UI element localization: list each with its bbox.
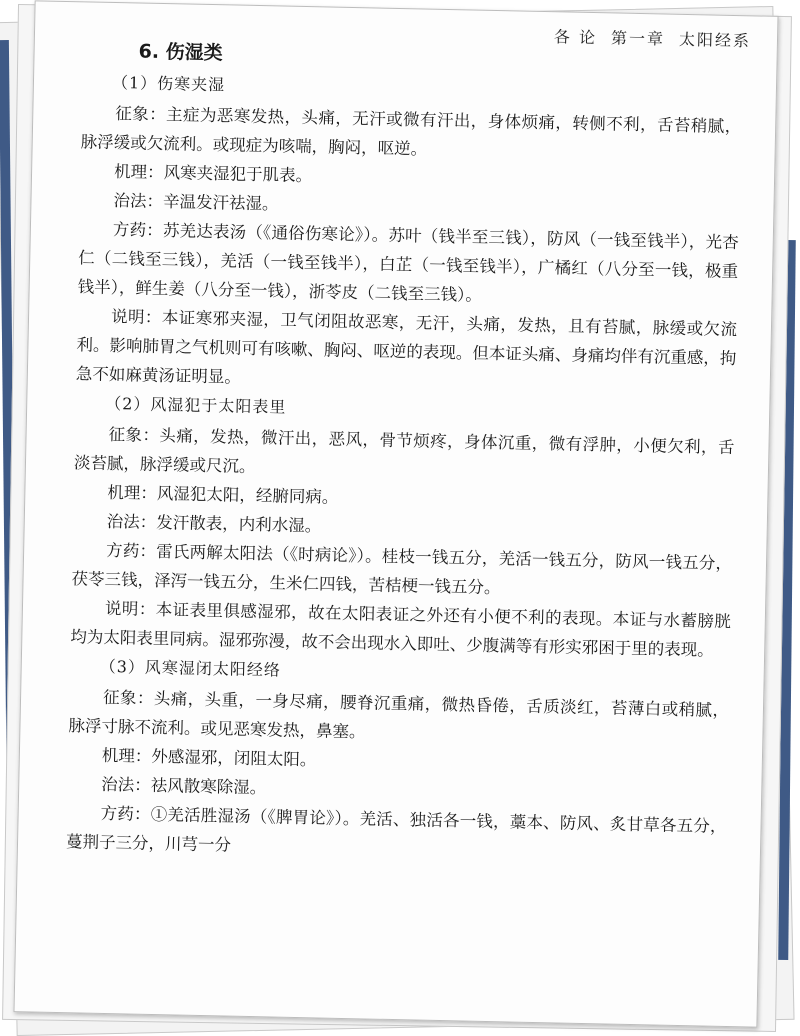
- page-content: [66, 36, 743, 870]
- header-part: 各 论: [553, 27, 598, 48]
- paragraph-signs: 征象：头痛，头重，一身尽痛，腰脊沉重痛，微热昏倦，舌质淡红，苔薄白或稍腻，脉浮寸脉不流利。或见恶寒发热，鼻塞。: [68, 687, 730, 742]
- subsection-heading: （3）风寒湿闭太阳经络: [99, 656, 282, 680]
- header-title: 太阳经系: [678, 29, 752, 51]
- subsection-heading: （2）风湿犯于太阳表里: [105, 393, 287, 417]
- paragraph-prescription: 方药：苏羌达表汤（《通俗伤寒论》）。苏叶（钱半至三钱），防风（一钱至钱半），光杏仁（二钱至三钱），羌活（一钱至钱半），白芷（一钱至钱半），广橘红（八分至一钱，极重钱半），鲜生姜（八分至一钱），浙苓皮（二钱至三钱）。: [77, 220, 739, 305]
- subsection-heading: （1）伤寒夹湿: [111, 72, 226, 95]
- paragraph-treatment: 治法：祛风散寒除湿。: [101, 774, 267, 798]
- paragraph-prescription: 方药：雷氏两解太阳法（《时病论》）。桂枝一钱五分，羌活一钱五分，防风一钱五分，茯苓三钱，泽泻一钱五分，生米仁四钱，苦桔梗一钱五分。: [71, 540, 733, 598]
- paragraph-treatment: 治法：发汗散表，内利水湿。: [106, 511, 322, 536]
- section-title: 6. 伤湿类: [138, 40, 223, 65]
- paragraph-signs: 征象：主症为恶寒发热，头痛，无汗或微有汗出，身体烦痛，转侧不利，舌苔稍腻，脉浮缓或欠流利。或现症为咳喘，胸闷，呕逆。: [80, 104, 742, 159]
- paragraph-explanation: 说明：本证表里俱感湿邪，故在太阳表证之外还有小便不利的表现。本证与水蓄膀胱均为太阳表里同病。湿邪弥漫，故不会出现水入即吐、少腹满等有形实邪困于里的表现。: [70, 598, 732, 660]
- paragraph-treatment: 治法：辛温发汗祛湿。: [113, 191, 279, 214]
- paragraph-mechanism: 机理：外感湿邪，闭阻太阳。: [101, 745, 317, 770]
- document-page: [13, 0, 778, 1027]
- header-chapter: 第一章: [610, 28, 666, 49]
- paragraph-prescription: 方药：①羌活胜湿汤（《脾胃论》）。羌活、独活各一钱，藁本、防风、炙甘草各五分，蔓荆子三分，川芎一分: [65, 803, 727, 855]
- paragraph-mechanism: 机理：风寒夹湿犯于肌表。: [113, 162, 313, 186]
- paragraph-signs: 征象：头痛，发热，微汗出，恶风，骨节烦疼，身体沉重，微有浮肿，小便欠利，舌淡苔腻，脉浮缓或尺沉。: [73, 424, 735, 477]
- paragraph-mechanism: 机理：风湿犯太阳，经腑同病。: [107, 482, 339, 507]
- paragraph-explanation: 说明：本证寒邪夹湿，卫气闭阻故恶寒，无汗，头痛，发热，且有苔腻，脉缓或欠流利。影响肺胃之气机则可有咳嗽、胸闷、呕逆的表现。但本证头痛、身痛均伴有沉重感，拘急不如麻黄汤证明显。: [75, 306, 738, 387]
